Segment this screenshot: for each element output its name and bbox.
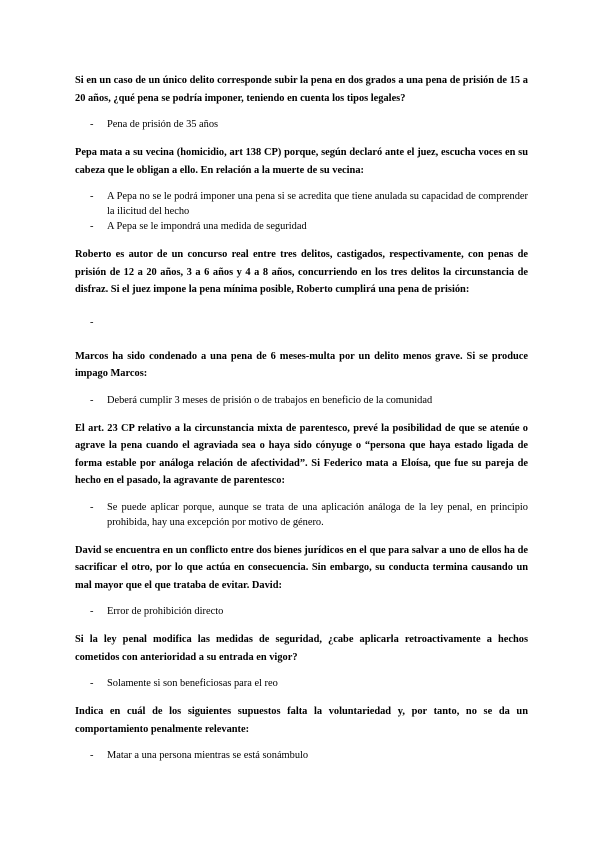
answer-item: - Se puede aplicar porque, aunque se trata de una aplicación análoga de la ley penal, en principio prohibida, hay una excepción por motivo de género. xyxy=(75,500,528,530)
answer-list xyxy=(75,676,528,691)
question-text: Indica en cuál de los siguientes supuestos falta la voluntariedad y, por tanto, no se da un comportamiento penalmente relevante: xyxy=(75,706,528,735)
question-text: El art. 23 CP relativo a la circunstancia mixta de parentesco, prevé la posibilidad de que se atenúe o agrave la pena cuando el agraviada sea o haya sido cónyuge o “persona que haya estado ligada de forma estable por análoga relación de afectividad”. Si Federico mata a Eloísa, que fue su pareja de hecho en el pasado, la agravante de parentesco: xyxy=(75,422,528,486)
question-text: Roberto es autor de un concurso real entre tres delitos, castigados, respectivamente, con penas de prisión de 12 a 20 años, 3 a 6 años y 4 a 8 años, concurriendo en los tres delitos la circunstancia de disfraz. Si el juez impone la pena mínima posible, Roberto cumplirá una pena de prisión: xyxy=(75,249,528,295)
answer-list xyxy=(75,117,528,132)
question-block-2 xyxy=(75,144,528,234)
question-block-4 xyxy=(75,348,528,408)
question-text: Si la ley penal modifica las medidas de seguridad, ¿cabe aplicarla retroactivamente a hechos cometidos con anterioridad a su entrada en vigor? xyxy=(75,634,528,663)
question-block-1 xyxy=(75,72,528,132)
answer-item: - Error de prohibición directo xyxy=(75,604,528,619)
question-block-7 xyxy=(75,631,528,691)
answer-list xyxy=(75,315,528,330)
question-text: David se encuentra en un conflicto entre dos bienes jurídicos en el que para salvar a uno de ellos ha de sacrificar el otro, por lo que actúa en consecuencia. Sin embargo, su conducta termina causando un mal mayor que el que trataba de evitar. David: xyxy=(75,544,528,591)
question-block-6 xyxy=(75,542,528,620)
answer-list xyxy=(75,604,528,619)
answer-list xyxy=(75,393,528,408)
answer-item: - Deberá cumplir 3 meses de prisión o de trabajos en beneficio de la comunidad xyxy=(75,393,528,408)
answer-item: - A Pepa se le impondrá una medida de seguridad xyxy=(75,219,528,234)
answer-list xyxy=(75,500,528,530)
question-text: Si en un caso de un único delito corresponde subir la pena en dos grados a una pena de prisión de 15 a 20 años, ¿qué pena se podría imponer, teniendo en cuenta los tipos legales? xyxy=(75,75,528,104)
answer-item: - Pena de prisión de 35 años xyxy=(75,117,528,132)
question-block-8 xyxy=(75,703,528,763)
answer-item: - A Pepa no se le podrá imponer una pena si se acredita que tiene anulada su capacidad de comprender la ilicitud del hecho xyxy=(75,189,528,219)
question-text: Marcos ha sido condenado a una pena de 6 meses-multa por un delito menos grave. Si se produce impago Marcos: xyxy=(75,350,528,379)
question-text: Pepa mata a su vecina (homicidio, art 138 CP) porque, según declaró ante el juez, escucha voces en su cabeza que le obligan a ello. En relación a la muerte de su vecina: xyxy=(75,147,528,176)
question-block-3 xyxy=(75,246,528,330)
answer-list xyxy=(75,189,528,234)
answer-list xyxy=(75,748,528,763)
answer-item xyxy=(75,315,528,330)
question-block-5 xyxy=(75,420,528,530)
answer-item: - Matar a una persona mientras se está sonámbulo xyxy=(75,748,528,763)
answer-item: - Solamente si son beneficiosas para el reo xyxy=(75,676,528,691)
